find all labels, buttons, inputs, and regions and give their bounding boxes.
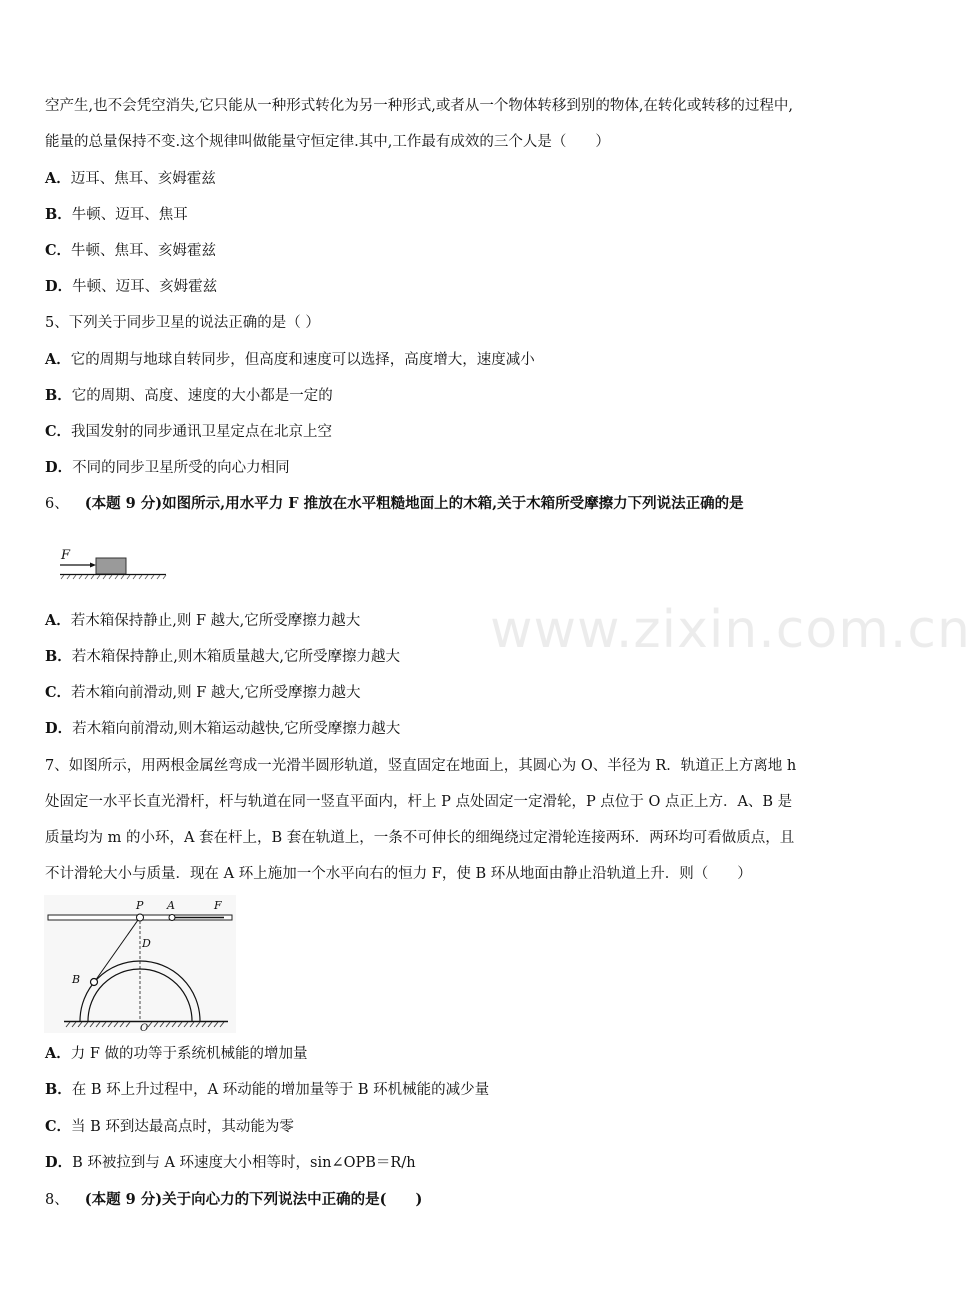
q7-option-a — [45, 1044, 308, 1064]
option-letter: A． — [45, 1045, 71, 1062]
q6-stem — [45, 494, 744, 514]
q5-stem: 5、下列关于同步卫星的说法正确的是（ ） — [45, 315, 320, 331]
q5-option-b — [45, 386, 333, 406]
option-letter: D． — [45, 1154, 73, 1171]
option-letter: B． — [45, 206, 72, 223]
force-label: F — [61, 548, 71, 563]
option-text: 迈耳、焦耳、亥姆霍兹 — [70, 171, 216, 187]
option-letter: C． — [45, 684, 72, 701]
option-letter: C． — [45, 423, 72, 440]
option-text: 力 F 做的功等于系统机械能的增加量 — [70, 1046, 308, 1062]
label-a: A — [167, 899, 175, 912]
q4-option-a — [45, 169, 216, 189]
option-text: 当 B 环到达最高点时，其动能为零 — [71, 1119, 294, 1135]
q4-option-d — [45, 277, 217, 297]
label-o: O — [140, 1023, 149, 1034]
option-text: 在 B 环上升过程中，A 环动能的增加量等于 B 环机械能的减少量 — [71, 1082, 490, 1098]
q8-stem-text: (本题 9 分)关于向心力的下列说法中正确的是( ) — [84, 1191, 423, 1208]
q8-stem — [45, 1190, 422, 1210]
ring-b — [91, 979, 98, 986]
q4-line-1: 空产生,也不会凭空消失,它只能从一种形式转化为另一种形式,或者从一个物体转移到别的物体,在转化或转移的过程中, — [45, 98, 794, 114]
option-text: 牛顿、迈耳、焦耳 — [71, 207, 188, 223]
q6-option-a — [45, 611, 360, 631]
option-letter: B． — [45, 1081, 72, 1098]
option-letter: D． — [45, 720, 73, 737]
option-text: 若木箱向前滑动,则木箱运动越快,它所受摩擦力越大 — [72, 721, 401, 737]
option-text: 牛顿、迈耳、亥姆霍兹 — [72, 279, 218, 295]
option-letter: A． — [45, 351, 71, 368]
option-letter: C． — [45, 1118, 72, 1135]
q7-option-d — [45, 1153, 416, 1173]
option-letter: C． — [45, 242, 72, 259]
q4-option-b — [45, 205, 188, 225]
option-text: 它的周期、高度、速度的大小都是一定的 — [71, 388, 333, 404]
option-text: 若木箱保持静止,则 F 越大,它所受摩擦力越大 — [70, 613, 361, 629]
q4-line-2: 能量的总量保持不变.这个规律叫做能量守恒定律.其中,工作最有成效的三个人是（ ） — [45, 134, 610, 150]
label-p: P — [136, 899, 144, 912]
option-letter: D． — [45, 459, 73, 476]
option-letter: A． — [45, 612, 71, 629]
q7-option-b — [45, 1080, 489, 1100]
q5-option-d — [45, 458, 290, 478]
q6-stem-text: (本题 9 分)如图所示,用水平力 F 推放在水平粗糙地面上的木箱,关于木箱所受摩擦力下列说法正确的是 — [84, 495, 744, 512]
ground-hatching — [61, 575, 166, 579]
arrow-head — [90, 563, 96, 568]
q8-number: 8、 — [45, 1192, 69, 1208]
option-text: 若木箱向前滑动,则 F 越大,它所受摩擦力越大 — [71, 685, 361, 701]
ring-a — [169, 915, 175, 921]
q7-line-4: 不计滑轮大小与质量．现在 A 环上施加一个水平向右的恒力 F，使 B 环从地面由静止沿轨道上升．则（ ） — [45, 866, 752, 882]
q7-line-2: 处固定一水平长直光滑杆，杆与轨道在同一竖直平面内，杆上 P 点处固定一定滑轮，P 点位于 O 点正上方．A、B 是 — [45, 794, 793, 810]
option-letter: D． — [45, 278, 73, 295]
q6-box-figure — [56, 546, 170, 582]
option-text: 我国发射的同步通讯卫星定点在北京上空 — [71, 424, 333, 440]
q6-option-b — [45, 647, 400, 667]
option-letter: B． — [45, 387, 72, 404]
q6-number: 6、 — [45, 496, 69, 512]
watermark: www.zixin.com.cn — [490, 600, 971, 660]
option-text: 不同的同步卫星所受的向心力相同 — [72, 460, 290, 476]
q7-option-c — [45, 1117, 294, 1137]
q6-option-d — [45, 719, 400, 739]
q5-option-c — [45, 422, 332, 442]
q7-line-3: 质量均为 m 的小环，A 套在杆上，B 套在轨道上，一条不可伸长的细绳绕过定滑轮连接两环．两环均可看做质点，且 — [45, 830, 795, 846]
label-d: D — [142, 937, 151, 950]
wooden-box — [96, 558, 126, 574]
q7-line-1: 7、如图所示，用两根金属丝弯成一光滑半圆形轨道，竖直固定在地面上，其圆心为 O、半径为 R．轨道正上方离地 h — [45, 758, 797, 774]
q7-track-figure — [44, 895, 236, 1033]
option-letter: B． — [45, 648, 72, 665]
q6-option-c — [45, 683, 361, 703]
option-text: 它的周期与地球自转同步，但高度和速度可以选择，高度增大，速度减小 — [70, 352, 535, 368]
option-text: 牛顿、焦耳、亥姆霍兹 — [71, 243, 217, 259]
option-text: B 环被拉到与 A 环速度大小相等时，sin∠OPB＝R/h — [72, 1155, 416, 1171]
q5-option-a — [45, 350, 535, 370]
option-text: 若木箱保持静止,则木箱质量越大,它所受摩擦力越大 — [71, 649, 400, 665]
label-f: F — [214, 899, 222, 912]
q4-option-c — [45, 241, 216, 261]
label-b: B — [72, 973, 81, 986]
option-letter: A． — [45, 170, 71, 187]
